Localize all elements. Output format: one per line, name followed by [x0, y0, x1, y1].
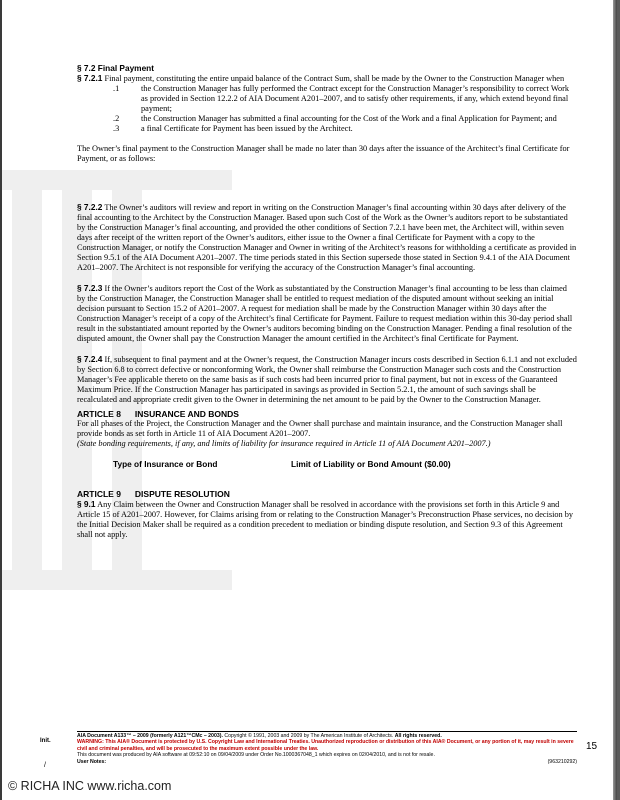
- column-header-limit: Limit of Liability or Bond Amount ($0.00): [291, 459, 451, 469]
- article-title: INSURANCE AND BONDS: [134, 409, 239, 419]
- section-7-2-heading: § 7.2 Final Payment: [77, 63, 155, 73]
- rights-text: All rights reserved.: [394, 733, 442, 739]
- paragraph-text: Final payment, constituting the entire unpaid balance of the Contract Sum, shall be made by the Owner to the Construction Manager when: [104, 74, 565, 83]
- footer-divider: [77, 731, 577, 732]
- paragraph-9-1: [77, 499, 577, 540]
- page-number: 15: [586, 741, 598, 752]
- footer-notes-row: [77, 759, 577, 765]
- list-number: .1: [113, 84, 120, 93]
- page-edge-shadow: [613, 0, 617, 800]
- paragraph-text: The Owner’s auditors will review and report in writing on the Construction Manager’s final accounting within 30 days after delivery of the final accounting to the Architect by the Construction Manager. Based upon such Cost of the Work as the Owner’s auditors report to be substantiated by the Construction Manager’s final accounting, and provided the other conditions of Section 7.2.1 have been met, the Architect will, within seven days after receipt of the written report of the Owner’s auditors, either issue to the Owner a final Certificate for Payment with a copy to the Construction Manager, or notify the Construction Manager and Owner in writing of the Architect’s reasons for withholding a certificate as provided in Section 9.5.1 of the AIA Document A201–2007. The time periods stated in this Section supersede those stated in Section 9.4.1 of the AIA Document A201–2007. The Architect is not responsible for verifying the accuracy of the Construction Manager’s final accounting.: [77, 203, 577, 272]
- article-number: ARTICLE 8: [77, 409, 121, 419]
- article-8-text: For all phases of the Project, the Construction Manager and the Owner shall purchase and maintain insurance, and the Construction Manager shall provide bonds as set forth in Article 11 of AIA Document A201–2007.: [77, 419, 563, 438]
- richa-copyright-watermark: © RICHA INC www.richa.com: [8, 779, 172, 793]
- section-number: § 7.2.2: [77, 202, 103, 212]
- list-item: [113, 124, 577, 134]
- list-item: [113, 84, 577, 114]
- paragraph-7-2-4: [77, 354, 577, 405]
- section-number: § 7.2.3: [77, 283, 103, 293]
- article-8-instructions: (State bonding requirements, if any, and limits of liability for insurance required in Article 11 of AIA Document A201–2007.): [77, 439, 491, 448]
- copyright-warning: WARNING: This AIA® Document is protected by U.S. Copyright Law and International Treaties. Unauthorized reproduction or distribution of this AIA® Document, or any portion of it, may result in severe civil and criminal penalties, and will be prosecuted to the maximum extent possible under the law.: [77, 739, 574, 752]
- list-text: a final Certificate for Payment has been issued by the Architect.: [141, 124, 353, 133]
- paragraph-text: Any Claim between the Owner and Construction Manager shall be resolved in accordance with the provisions set forth in this Article 9 and Article 15 of A201–2007. However, for Claims arising from or relating to the Construction Manager’s Preconstruction Phase services, no decision by the Initial Decision Maker shall be required as a condition precedent to mediation or binding dispute resolution, and Section 9.3 of this Agreement shall not apply.: [77, 500, 574, 539]
- section-number: § 7.2.4: [77, 354, 103, 364]
- article-number: ARTICLE 9: [77, 489, 121, 499]
- paragraph-7-2-3: [77, 283, 577, 344]
- owner-final-payment-text: The Owner’s final payment to the Construction Manager shall be made no later than 30 days after the issuance of the Architect’s final Certificate for Payment, or as follows:: [77, 144, 570, 163]
- section-number: § 9.1: [77, 499, 96, 509]
- list-text: the Construction Manager has fully performed the Contract except for the Construction Manager’s responsibility to correct Work as provided in Section 12.2.2 of AIA Document A201–2007, and to satisfy other requirements, if any, which extend beyond final payment;: [141, 84, 570, 113]
- paragraph-7-2-1: [77, 73, 577, 84]
- list-number: .2: [113, 114, 120, 123]
- article-title: DISPUTE RESOLUTION: [134, 489, 230, 499]
- copyright-text: Copyright © 1991, 2003 and 2009 by The American Institute of Architects.: [224, 733, 394, 739]
- list-text: the Construction Manager has submitted a final accounting for the Cost of the Work and a final Application for Payment; and: [141, 114, 557, 123]
- list-number: .3: [113, 124, 120, 133]
- document-code: (963210292): [547, 758, 577, 765]
- article-8-heading: [77, 409, 577, 419]
- production-info: This document was produced by AIA software at 09:52:10 on 09/04/2009 under Order No.1000367048_1 which expires on 02/04/2010, and is not for resale.: [77, 752, 435, 759]
- article-9-heading: [77, 489, 577, 499]
- document-footer: [77, 731, 577, 765]
- section-number: § 7.2.1: [77, 73, 103, 83]
- paragraph-7-2-2: [77, 202, 577, 273]
- paragraph-text: If, subsequent to final payment and at the Owner’s request, the Construction Manager incurs costs described in Section 6.1.1 and not excluded by Section 6.8 to correct defective or nonconforming Work, the Owner shall reimburse the Construction Manager such costs and the Construction Manager’s Fee applicable thereto on the same basis as if such costs had been incurred prior to final payment, but not in excess of the Guaranteed Maximum Price. If the Construction Manager has participated in savings as provided in Section 5.2.1, the amount of such savings shall be recalculated and appropriate credit given to the Owner in determining the net amount to be paid by the Owner to the Construction Manager.: [77, 355, 577, 404]
- initials-label: Init.: [40, 738, 51, 744]
- paragraph-text: If the Owner’s auditors report the Cost of the Work as substantiated by the Construction Manager’s final accounting to be less than claimed by the Construction Manager, the Construction Manager shall be entitled to request mediation of the disputed amount without seeking an initial decision pursuant to Section 15.2 of A201–2007. A request for mediation shall be made by the Construction Manager within 30 days after the Construction Manager’s receipt of a copy of the Architect’s final Certificate for Payment. Failure to request mediation within this 30-day period shall result in the substantiated amount reported by the Owner’s auditors becoming binding on the Construction Manager. Pending a final resolution of the disputed amount, the Owner shall pay the Construction Manager the amount certified in the Architect’s final Certificate for Payment.: [77, 284, 573, 343]
- insurance-table-header: [77, 459, 577, 469]
- list-item: [113, 114, 577, 124]
- document-title: AIA Document A133™ – 2009 (formerly A121™CMc – 2003).: [77, 733, 223, 739]
- column-header-type: Type of Insurance or Bond: [113, 459, 218, 469]
- initials-slash: /: [44, 762, 46, 769]
- user-notes-label: User Notes:: [77, 758, 107, 765]
- document-body: [77, 63, 577, 540]
